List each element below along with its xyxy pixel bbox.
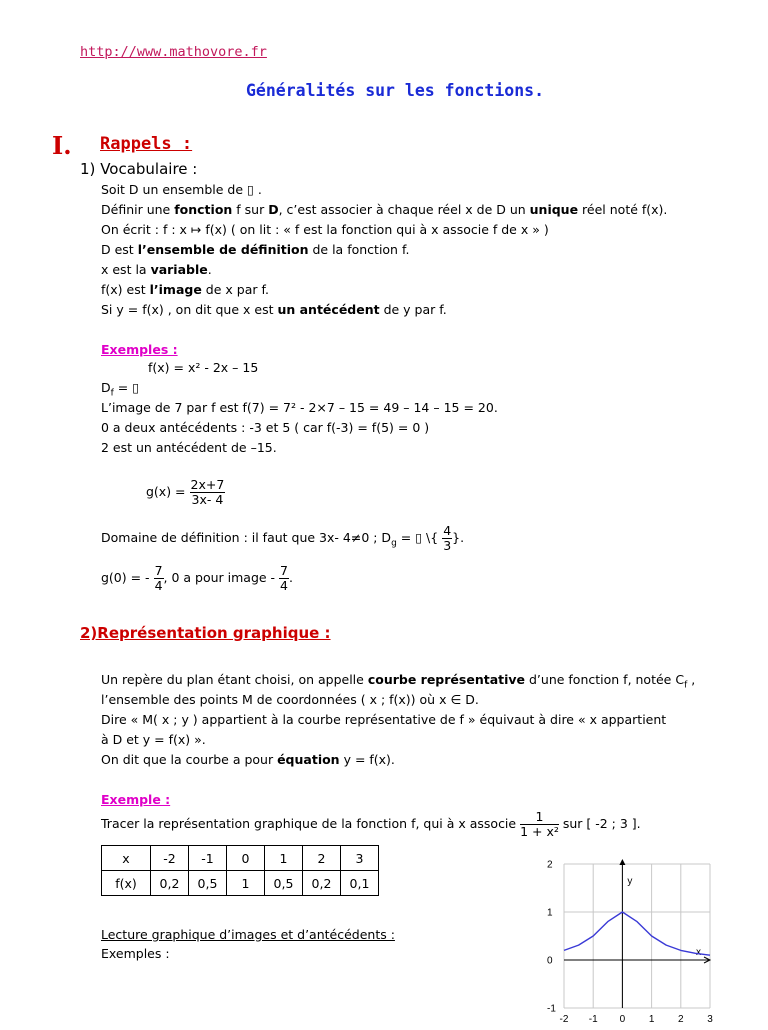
- page-title: Généralités sur les fonctions.: [245, 81, 544, 100]
- x-tick-label: 2: [678, 1014, 684, 1025]
- section2-paragraph-1: [101, 672, 695, 691]
- fraction: [442, 524, 452, 553]
- fraction: [520, 810, 559, 839]
- image-of-7: L’image de 7 par f est f(7) = 7² - 2×7 – 15 = 49 – 14 – 15 = 20.: [101, 400, 498, 415]
- table-cell: -1: [189, 846, 227, 871]
- example-label: Exemple :: [101, 792, 171, 807]
- table-cell: 2: [303, 846, 341, 871]
- text: ,: [687, 672, 696, 687]
- antecedents-of-0: 0 a deux antécédents : -3 et 5 ( car f(-3) = f(5) = 0 ): [101, 420, 430, 435]
- subsection-vocabulaire: [80, 160, 197, 178]
- table-cell: 0,5: [265, 871, 303, 896]
- lecture-heading: Lecture graphique d’images et d’antécédents :: [101, 927, 395, 942]
- numerator: 7: [154, 563, 163, 578]
- vocab-line-1: Soit D un ensemble de ▯ .: [101, 182, 262, 197]
- text: x est la: [101, 262, 151, 277]
- table-cell: f(x): [102, 871, 151, 896]
- section2-title: [80, 624, 331, 642]
- subscript: g: [391, 538, 397, 549]
- text: d’une fonction f, notée C: [525, 672, 685, 687]
- graph-grid: [564, 864, 710, 1008]
- bold-term: courbe représentative: [367, 672, 526, 687]
- table-cell: -2: [151, 846, 189, 871]
- website-link[interactable]: http://www.mathovore.fr: [80, 44, 267, 60]
- text: , c’est associer à chaque réel x de D un: [278, 202, 530, 217]
- numerator: 4: [443, 523, 452, 538]
- text: g(0) = -: [101, 570, 150, 585]
- table-cell: 0,2: [303, 871, 341, 896]
- subsection-title: Vocabulaire :: [100, 160, 198, 178]
- denominator: 4: [154, 578, 163, 593]
- text: de la fonction f.: [308, 242, 410, 257]
- y-axis-label: y: [627, 876, 633, 887]
- table-cell: 1: [265, 846, 303, 871]
- x-tick-label: 0: [619, 1014, 626, 1025]
- text: On dit que la courbe a pour: [101, 752, 278, 767]
- text: y = f(x).: [339, 752, 395, 767]
- bold-term: D: [268, 202, 279, 217]
- denominator: 3x- 4: [191, 492, 224, 507]
- vocab-line-5: [101, 262, 212, 277]
- text: réel noté f(x).: [578, 202, 668, 217]
- examples-label: Exemples :: [101, 342, 178, 357]
- curve-series: [564, 912, 710, 955]
- text: D: [101, 380, 111, 395]
- y-tick-label: 0: [547, 955, 553, 967]
- x-tick-label: 3: [707, 1014, 713, 1025]
- vocab-line-7: [101, 302, 447, 317]
- text: de x par f.: [201, 282, 269, 297]
- text: f(x) est: [101, 282, 150, 297]
- text: Tracer la représentation graphique de la fonction f, qui à x associe: [101, 816, 521, 831]
- table-row-x: [102, 846, 379, 871]
- section2-paragraph-2: l’ensemble des points M de coordonnées ( x ; f(x)) où x ∈ D.: [101, 692, 479, 707]
- function-graph: [540, 850, 740, 1030]
- vocab-line-2: [101, 202, 667, 217]
- text: }.: [452, 530, 465, 545]
- text: f sur: [232, 202, 269, 217]
- y-tick-label: -1: [547, 1003, 556, 1015]
- table-cell: 0,1: [341, 871, 379, 896]
- antecedent-of-minus-15: 2 est un antécédent de –15.: [101, 440, 277, 455]
- numerator: 1: [520, 810, 559, 825]
- vocab-line-3: On écrit : f : x ↦ f(x) ( on lit : « f est la fonction qui à x associe f de x » ): [101, 222, 549, 237]
- subscript: f: [110, 388, 114, 399]
- domain-f: [101, 380, 139, 399]
- domain-g: [101, 524, 464, 553]
- section2-title-text: 2)Représentation graphique :: [80, 624, 331, 642]
- subsection-number: 1): [80, 160, 96, 178]
- denominator: 3: [443, 538, 452, 553]
- x-tick-label: 1: [648, 1014, 655, 1025]
- graph-axes: [564, 859, 710, 1008]
- text: = ▯: [113, 380, 140, 395]
- text: = ▯ \{: [396, 530, 439, 545]
- x-axis-label: x: [696, 947, 701, 958]
- table-cell: 1: [227, 871, 265, 896]
- values-table: [101, 845, 379, 896]
- table-cell: 3: [341, 846, 379, 871]
- y-tick-label: 2: [547, 859, 553, 871]
- vocab-line-4: [101, 242, 409, 257]
- table-cell: 0,5: [189, 871, 227, 896]
- denominator: 4: [280, 578, 288, 593]
- text: .: [289, 570, 293, 585]
- section-numeral: I.: [52, 131, 72, 160]
- text: Un repère du plan étant choisi, on appelle: [101, 672, 368, 687]
- graph-curve: [564, 912, 710, 955]
- text: Domaine de définition : il faut que 3x- 4≠0 ; D: [101, 530, 392, 545]
- text: D est: [101, 242, 138, 257]
- bold-term: unique: [529, 202, 579, 217]
- text: , 0 a pour image -: [163, 570, 276, 585]
- x-tick-label: -2: [559, 1014, 569, 1025]
- table-cell: 0,2: [151, 871, 189, 896]
- fraction: [190, 478, 226, 507]
- bold-term: l’image: [149, 282, 202, 297]
- fraction: [154, 564, 164, 593]
- bold-term: équation: [277, 752, 340, 767]
- example-instruction: [101, 810, 641, 839]
- subscript: f: [684, 680, 688, 691]
- g-of-zero: [101, 564, 293, 593]
- function-f: f(x) = x² - 2x – 15: [148, 360, 259, 375]
- examples-subheading: Exemples :: [101, 946, 170, 961]
- fraction: [279, 564, 289, 593]
- text: sur [ -2 ; 3 ].: [558, 816, 641, 831]
- section-title: Rappels :: [100, 134, 193, 154]
- denominator: 1 + x²: [520, 824, 559, 839]
- text: g(x) =: [146, 484, 190, 499]
- vocab-line-6: [101, 282, 269, 297]
- numerator: 2x+7: [190, 477, 225, 492]
- table-cell: 0: [227, 846, 265, 871]
- table-row-fx: [102, 871, 379, 896]
- bold-term: variable: [150, 262, 208, 277]
- text: Si y = f(x) , on dit que x est: [101, 302, 278, 317]
- section2-paragraph-5: [101, 752, 395, 767]
- section2-paragraph-3: Dire « M( x ; y ) appartient à la courbe représentative de f » équivaut à dire « x appartient: [101, 712, 667, 727]
- text: .: [207, 262, 212, 277]
- bold-term: fonction: [174, 202, 233, 217]
- numerator: 7: [280, 563, 288, 578]
- function-g: [146, 478, 225, 507]
- table-cell: x: [102, 846, 151, 871]
- y-tick-label: 1: [547, 907, 553, 919]
- bold-term: l’ensemble de définition: [137, 242, 309, 257]
- x-tick-label: -1: [588, 1014, 598, 1025]
- text: de y par f.: [379, 302, 447, 317]
- bold-term: un antécédent: [277, 302, 380, 317]
- text: Définir une: [101, 202, 175, 217]
- section2-paragraph-4: à D et y = f(x) ».: [101, 732, 206, 747]
- y-axis-arrow: [619, 859, 625, 865]
